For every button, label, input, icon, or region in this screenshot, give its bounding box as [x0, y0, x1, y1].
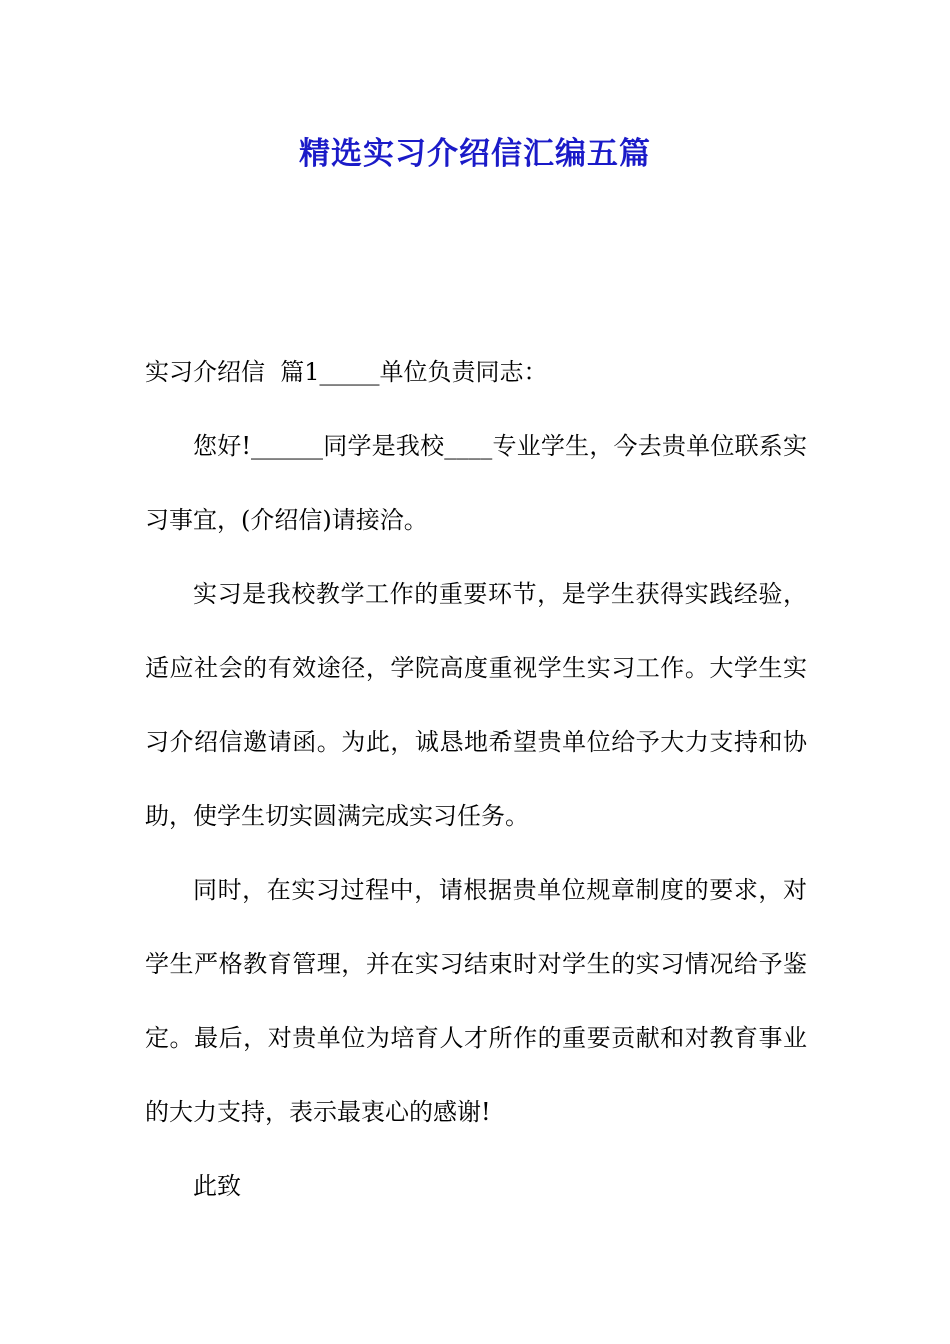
- greeting-paragraph: 您好!______同学是我校____专业学生，今去贵单位联系实习事宜，(介绍信)请接洽。: [145, 432, 807, 534]
- document-body: [145, 335, 807, 1223]
- internship-importance-paragraph: 实习是我校教学工作的重要环节，是学生获得实践经验，适应社会的有效途径，学院高度重视学生实习工作。大学生实习介绍信邀请函。为此，诚恳地希望贵单位给予大力支持和协助，使学生切实圆满完成实习任务。: [145, 580, 807, 830]
- closing-paragraph: 此致: [193, 1172, 241, 1200]
- salutation-paragraph: 实习介绍信 篇1_____单位负责同志：: [145, 358, 548, 386]
- document-title: 精选实习介绍信汇编五篇: [299, 136, 651, 172]
- management-request-paragraph: 同时，在实习过程中，请根据贵单位规章制度的要求，对学生严格教育管理，并在实习结束时对学生的实习情况给予鉴定。最后，对贵单位为培育人才所作的重要贡献和对教育事业的大力支持，表示最衷心的感谢!: [145, 876, 807, 1126]
